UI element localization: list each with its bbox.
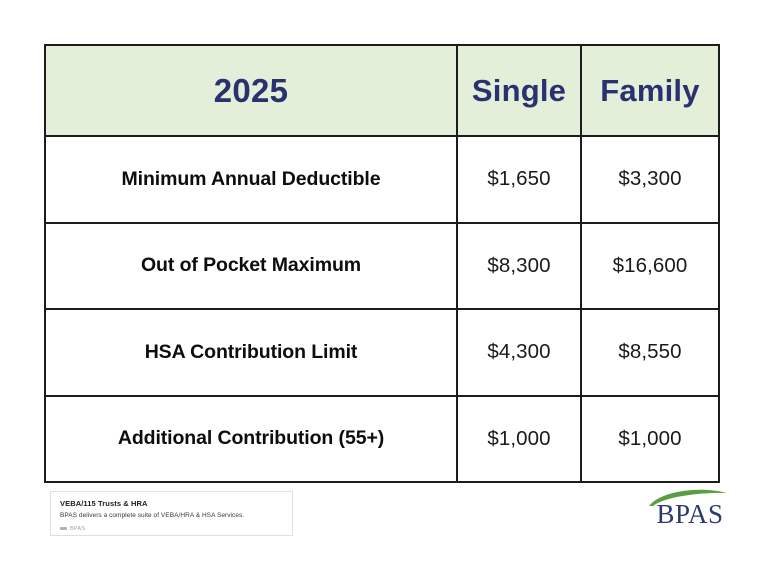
promo-card-footer: [60, 526, 283, 532]
table-row: [45, 136, 719, 223]
row-value-additional-contribution-55-plus-family: $1,000: [581, 396, 719, 483]
table-row: [45, 223, 719, 310]
row-value-additional-contribution-55-plus-single: $1,000: [457, 396, 581, 483]
promo-card-subtitle: BPAS delivers a complete suite of VEBA/HRA & HSA Services.: [60, 512, 245, 519]
row-label-hsa-contribution-limit: HSA Contribution Limit: [45, 309, 457, 396]
table-row: [45, 309, 719, 396]
row-value-out-of-pocket-maximum-single: $8,300: [457, 223, 581, 310]
row-label-out-of-pocket-maximum: Out of Pocket Maximum: [45, 223, 457, 310]
row-label-minimum-annual-deductible: Minimum Annual Deductible: [45, 136, 457, 223]
row-label-additional-contribution-55-plus: Additional Contribution (55+): [45, 396, 457, 483]
table-row: [45, 396, 719, 483]
bpas-logo: [645, 487, 735, 535]
row-value-minimum-annual-deductible-family: $3,300: [581, 136, 719, 223]
row-value-hsa-contribution-limit-single: $4,300: [457, 309, 581, 396]
bpas-mark-icon: [60, 527, 67, 530]
hsa-limits-table: [44, 44, 720, 483]
promo-card-footer-text: BPAS: [70, 525, 86, 532]
promo-card-title: VEBA/115 Trusts & HRA: [60, 499, 148, 508]
row-value-hsa-contribution-limit-family: $8,550: [581, 309, 719, 396]
bpas-wordmark: BPAS: [656, 499, 724, 529]
row-value-out-of-pocket-maximum-family: $16,600: [581, 223, 719, 310]
table-header-single: Single: [457, 45, 581, 136]
benefits-table-container: [44, 44, 718, 472]
table-header-family: Family: [581, 45, 719, 136]
table-header-year: 2025: [45, 45, 457, 136]
veba-promo-card: [50, 491, 293, 536]
table-header-row: [45, 45, 719, 136]
row-value-minimum-annual-deductible-single: $1,650: [457, 136, 581, 223]
